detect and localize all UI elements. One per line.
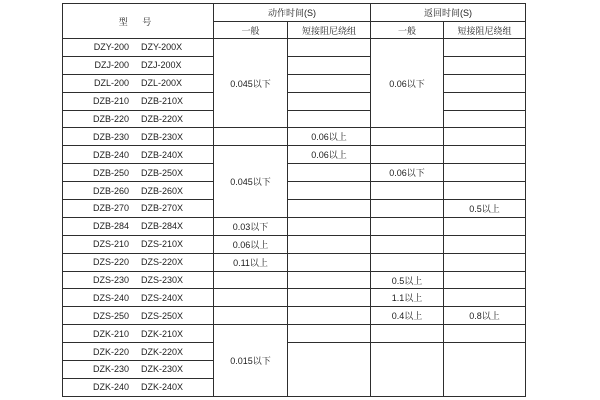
model-cell: DZL-200 DZL-200X <box>63 74 214 92</box>
empty-cell <box>371 253 444 271</box>
empty-cell <box>444 289 526 307</box>
value-cell: 1.1以上 <box>371 289 444 307</box>
table-row <box>63 289 526 307</box>
model-cell: DZB-210 DZB-210X <box>63 92 214 110</box>
value-cell: 0.11以上 <box>214 253 288 271</box>
header-action-damping: 短接阻尼绕组 <box>288 22 371 39</box>
model-cell: DZK-220 DZK-220X <box>63 343 214 361</box>
value-cell: 0.4以上 <box>371 307 444 325</box>
empty-cell <box>288 56 371 74</box>
empty-cell <box>444 217 526 235</box>
empty-cell <box>444 56 526 74</box>
table-row <box>63 200 526 218</box>
table-row <box>63 343 526 361</box>
value-cell: 0.03以下 <box>214 217 288 235</box>
value-cell: 0.015以下 <box>214 325 288 397</box>
empty-cell <box>288 74 371 92</box>
empty-cell <box>288 235 371 253</box>
model-cell: DZS-230 DZS-230X <box>63 271 214 289</box>
empty-cell <box>371 128 444 146</box>
empty-cell <box>288 164 371 182</box>
empty-cell <box>444 74 526 92</box>
model-cell: DZB-220 DZB-220X <box>63 110 214 128</box>
table-row <box>63 235 526 253</box>
empty-cell <box>214 128 288 146</box>
empty-cell <box>371 200 444 218</box>
empty-cell <box>371 325 444 343</box>
empty-cell <box>444 182 526 200</box>
model-cell: DZK-230 DZK-230X <box>63 361 214 379</box>
table-row <box>63 56 526 74</box>
header-return-time: 返回时间(S) <box>371 4 526 22</box>
value-cell: 0.045以下 <box>214 146 288 218</box>
empty-cell <box>371 146 444 164</box>
table-row <box>63 307 526 325</box>
empty-cell <box>288 200 371 218</box>
model-cell: DZK-210 DZK-210X <box>63 325 214 343</box>
empty-cell <box>288 253 371 271</box>
empty-cell <box>444 39 526 57</box>
header-action-time: 动作时间(S) <box>214 4 371 22</box>
header-return-general: 一般 <box>371 22 444 39</box>
model-cell: DZS-250 DZS-250X <box>63 307 214 325</box>
model-cell: DZJ-200 DZJ-200X <box>63 56 214 74</box>
empty-cell <box>444 253 526 271</box>
empty-cell <box>288 182 371 200</box>
value-cell: 0.8以上 <box>444 307 526 325</box>
model-cell: DZB-284 DZB-284X <box>63 217 214 235</box>
header-return-damping: 短接阻尼绕组 <box>444 22 526 39</box>
value-cell: 0.5以上 <box>444 200 526 218</box>
table-row <box>63 271 526 289</box>
empty-cell <box>288 289 371 307</box>
relay-timing-table <box>62 3 526 397</box>
empty-cell <box>288 307 371 325</box>
table-row <box>63 92 526 110</box>
model-cell: DZS-210 DZS-210X <box>63 235 214 253</box>
value-cell: 0.06以下 <box>371 39 444 128</box>
model-cell: DZY-200 DZY-200X <box>63 39 214 57</box>
model-cell: DZB-240 DZB-240X <box>63 146 214 164</box>
header-action-general: 一般 <box>214 22 288 39</box>
empty-cell <box>371 343 444 397</box>
table-row <box>63 39 526 57</box>
table-row <box>63 217 526 235</box>
model-cell: DZS-220 DZS-220X <box>63 253 214 271</box>
empty-cell <box>371 235 444 253</box>
empty-cell <box>444 164 526 182</box>
empty-cell <box>214 289 288 307</box>
model-cell: DZB-230 DZB-230X <box>63 128 214 146</box>
empty-cell <box>288 343 371 397</box>
empty-cell <box>288 271 371 289</box>
value-cell: 0.5以上 <box>371 271 444 289</box>
empty-cell <box>444 271 526 289</box>
empty-cell <box>444 146 526 164</box>
empty-cell <box>288 110 371 128</box>
model-cell: DZS-240 DZS-240X <box>63 289 214 307</box>
table-row <box>63 325 526 343</box>
model-cell: DZB-250 DZB-250X <box>63 164 214 182</box>
empty-cell <box>288 325 371 343</box>
spec-table <box>62 3 526 397</box>
empty-cell <box>214 307 288 325</box>
empty-cell <box>444 325 526 343</box>
empty-cell <box>214 271 288 289</box>
table-row <box>63 74 526 92</box>
empty-cell <box>371 182 444 200</box>
table-row <box>63 182 526 200</box>
model-cell: DZK-240 DZK-240X <box>63 378 214 396</box>
empty-cell <box>444 110 526 128</box>
empty-cell <box>288 39 371 57</box>
table-row <box>63 146 526 164</box>
empty-cell <box>288 92 371 110</box>
header-model: 型 号 <box>63 4 214 39</box>
model-cell: DZB-260 DZB-260X <box>63 182 214 200</box>
empty-cell <box>371 217 444 235</box>
table-row <box>63 128 526 146</box>
table-row <box>63 164 526 182</box>
empty-cell <box>444 128 526 146</box>
empty-cell <box>444 343 526 397</box>
model-cell: DZB-270 DZB-270X <box>63 200 214 218</box>
value-cell: 0.06以上 <box>288 128 371 146</box>
value-cell: 0.045以下 <box>214 39 288 128</box>
value-cell: 0.06以下 <box>371 164 444 182</box>
empty-cell <box>444 92 526 110</box>
value-cell: 0.06以上 <box>288 146 371 164</box>
empty-cell <box>288 217 371 235</box>
value-cell: 0.06以上 <box>214 235 288 253</box>
table-row <box>63 253 526 271</box>
table-row <box>63 110 526 128</box>
empty-cell <box>444 235 526 253</box>
